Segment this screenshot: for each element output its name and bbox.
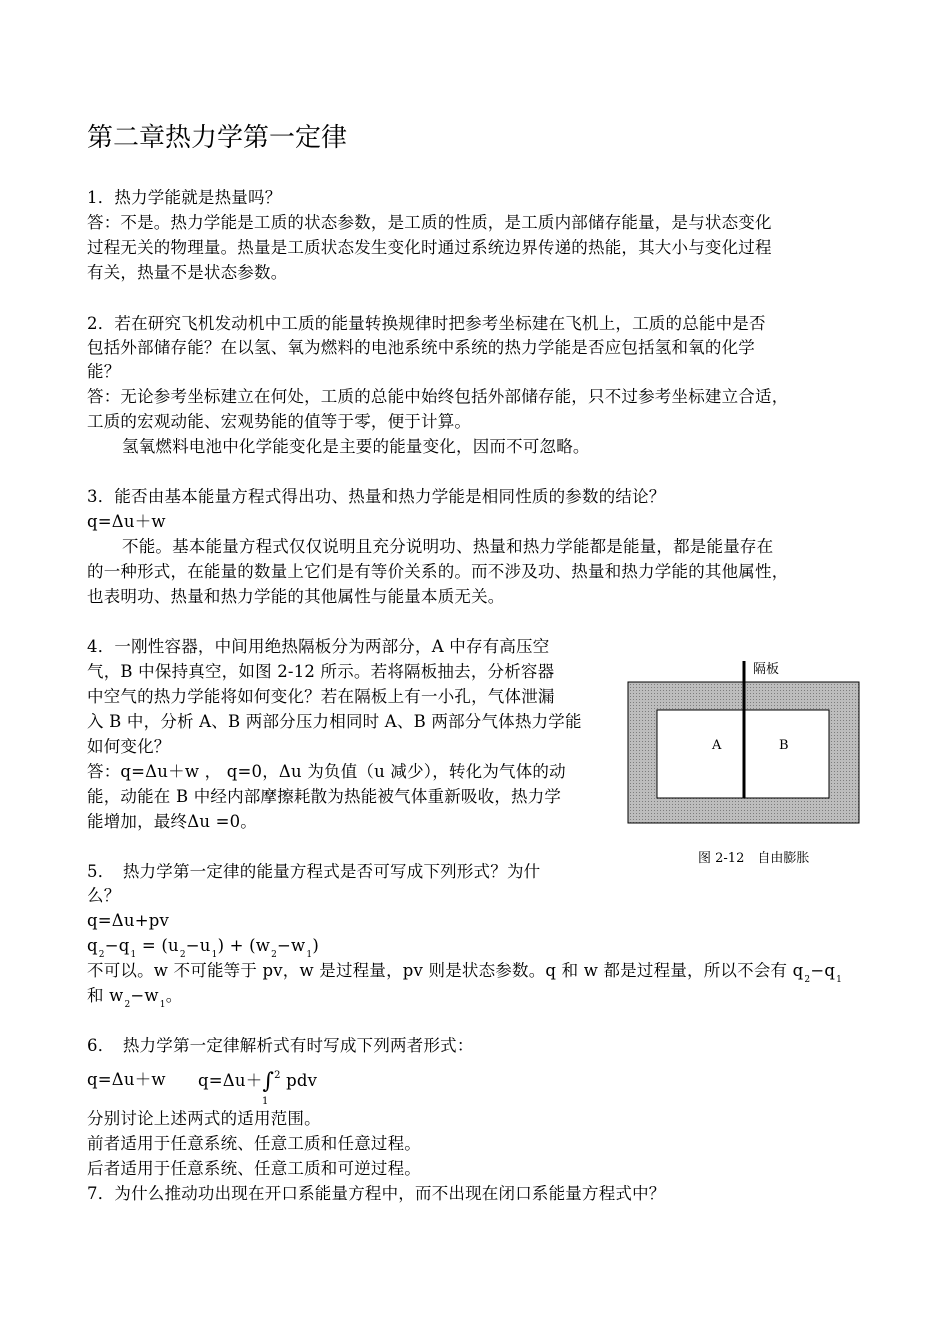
q4-answer-line-2: 能，动能在 B 中经内部摩擦耗散为热能被气体重新吸收，热力学	[87, 787, 562, 806]
q5-formula-2: $q_2-q_1 = (u_2-u_1) + (w_2-w_1)$	[87, 936, 319, 960]
q4-answer-line-1: 答：q=Δu＋w ， q=0，Δu 为负值（u 减少），转化为气体的动	[87, 762, 566, 781]
q5-formula-1: q=Δu+pv	[87, 911, 170, 930]
q4-line-5: 如何变化？	[87, 737, 171, 756]
q5-question-line-1: 5． 热力学第一定律的能量方程式是否可写成下列形式？为什	[87, 862, 541, 881]
q2-question-line-3: 能？	[87, 362, 121, 381]
q1-question: 1．热力学能就是热量吗？	[87, 188, 282, 207]
q1-answer-line-2: 过程无关的物理量。热量是工质状态发生变化时通过系统边界传递的热能，其大小与变化过程	[87, 238, 772, 257]
q2-question-line-2: 包括外部储存能？在以氢、氧为燃料的电池系统中系统的热力学能是否应包括氢和氧的化学	[87, 338, 755, 357]
q3-question: 3．能否由基本能量方程式得出功、热量和热力学能是相同性质的参数的结论？	[87, 487, 666, 506]
q3-answer-line-1: 不能。基本能量方程式仅仅说明且充分说明功、热量和热力学能都是能量，都是能量存在	[122, 537, 774, 556]
q3-answer-line-2: 的一种形式，在能量的数量上它们是有等价关系的。而不涉及功、热量和热力学能的其他属性，	[87, 562, 789, 581]
q2-question-line-1: 2．若在研究飞机发动机中工质的能量转换规律时把参考坐标建在飞机上，工质的总能中是否	[87, 314, 766, 333]
q3-formula: q=Δu＋w	[87, 512, 166, 531]
q2-answer-line-2: 工质的宏观动能、宏观势能的值等于零，便于计算。	[87, 412, 472, 431]
q6-question: 6． 热力学第一定律解析式有时写成下列两者形式：	[87, 1036, 474, 1055]
q6-formula-a: q=Δu＋w	[87, 1070, 166, 1089]
chapter-title: 第二章热力学第一定律	[87, 123, 348, 153]
q2-answer-line-1: 答：无论参考坐标建立在何处，工质的总能中始终包括外部储存能，只不过参考坐标建立合适，	[87, 387, 789, 406]
q5-question-line-2: 么？	[87, 886, 121, 905]
q1-answer-line-1: 答：不是。热力学能是工质的状态参数，是工质的性质，是工质内部储存能量，是与状态变化	[87, 213, 772, 232]
free-expansion-figure	[627, 657, 862, 827]
q4-answer-line-3: 能增加，最终Δu =0。	[87, 812, 258, 831]
region-a-label: A	[712, 738, 722, 753]
q4-line-1: 4．一刚性容器，中间用绝热隔板分为两部分，A 中存有高压空	[87, 637, 550, 656]
integral-upper-limit: 2	[274, 1070, 281, 1081]
q4-line-2: 气，B 中保持真空，如图 2-12 所示。若将隔板抽去，分析容器	[87, 662, 555, 681]
q6-line-3: 后者适用于任意系统、任意工质和可逆过程。	[87, 1159, 421, 1178]
q6-line-1: 分别讨论上述两式的适用范围。	[87, 1109, 321, 1128]
integral-sign: ∫	[262, 1069, 275, 1094]
partition-label: 隔板	[753, 662, 780, 677]
q4-line-3: 中空气的热力学能将如何变化？若在隔板上有一小孔，气体泄漏	[87, 687, 555, 706]
q5-answer-line-2: 和 $w_2-w_1$。	[87, 986, 183, 1010]
integral-lower-limit: 1	[262, 1096, 269, 1107]
q6-formula-b: q=Δu＋∫$^2$ pdv	[198, 1069, 318, 1094]
q6-line-2: 前者适用于任意系统、任意工质和任意过程。	[87, 1134, 421, 1153]
q3-answer-line-3: 也表明功、热量和热力学能的其他属性与能量本质无关。	[87, 587, 505, 606]
q4-line-4: 入 B 中，分析 A、B 两部分压力相同时 A、B 两部分气体热力学能	[87, 712, 582, 731]
figure-caption: 图 2-12 自由膨胀	[698, 851, 810, 866]
q7-question: 7．为什么推动功出现在开口系能量方程中，而不出现在闭口系能量方程式中？	[87, 1184, 666, 1203]
region-b-label: B	[779, 738, 789, 753]
q5-answer-line-1: 不可以。w 不可能等于 pv，w 是过程量，pv 则是状态参数。q 和 w 都是过程量，所以不会有 $q_2-q_1$	[87, 961, 843, 985]
q2-answer-line-3: 氢氧燃料电池中化学能变化是主要的能量变化，因而不可忽略。	[122, 437, 590, 456]
q1-answer-line-3: 有关，热量不是状态参数。	[87, 263, 288, 282]
